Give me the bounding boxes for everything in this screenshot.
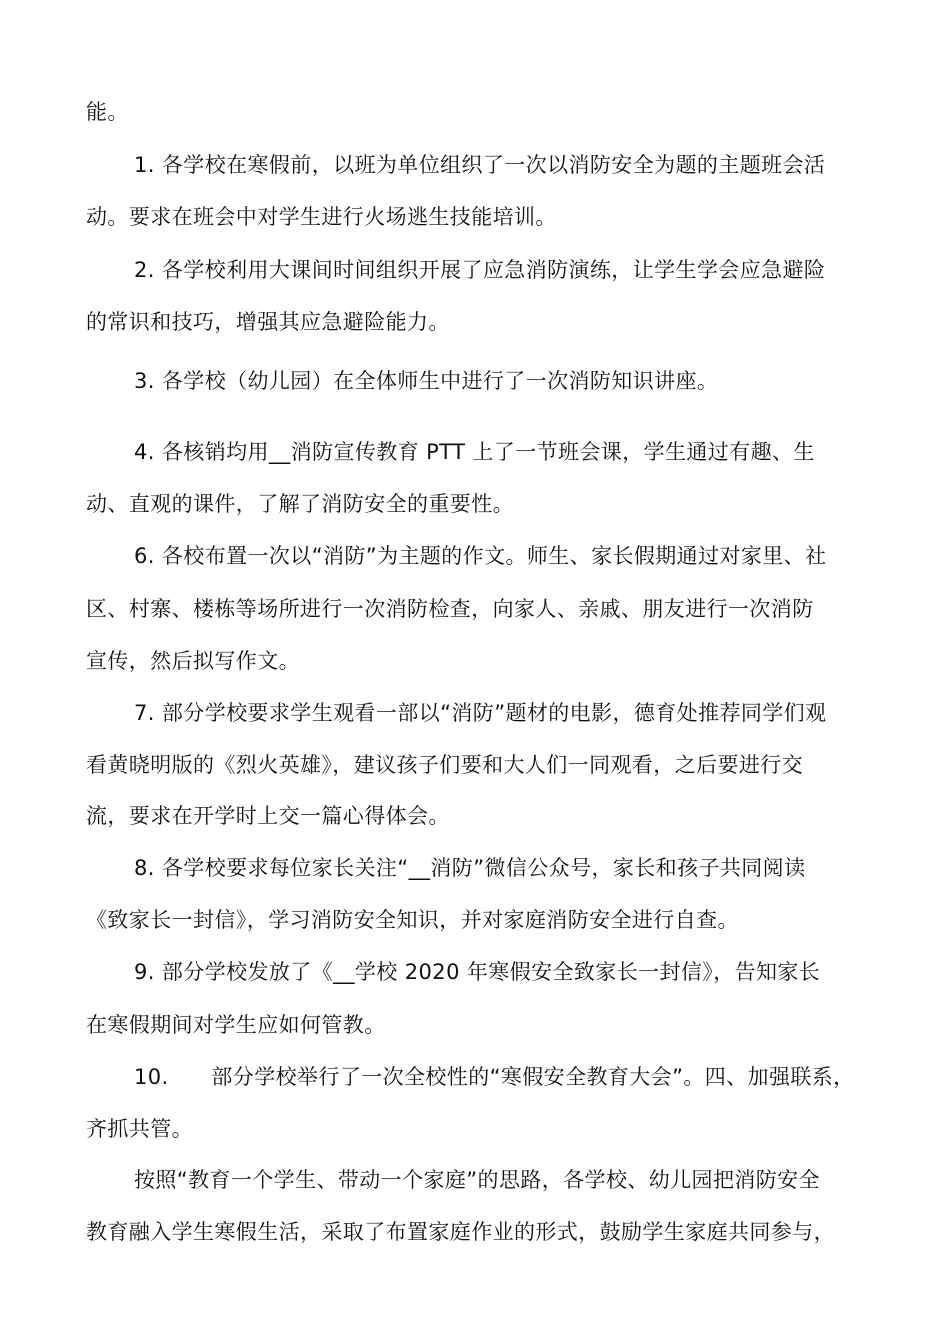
text-line: 6. 各校布置一次以“消防”为主题的作文。师生、家长假期通过对家里、社 xyxy=(134,544,827,568)
text-line: 在寒假期间对学生应如何管教。 xyxy=(86,1013,386,1037)
text-line: 能。 xyxy=(86,100,129,124)
text-line: 看黄晓明版的《烈火英雄》，建议孩子们要和大人们一同观看，之后要进行交 xyxy=(86,753,804,777)
text-line: 齐抓共管。 xyxy=(86,1117,193,1141)
text-line: 4. 各核销均用__消防宣传教育 PTT 上了一节班会课，学生通过有趣、生 xyxy=(134,440,815,464)
text-line: 1. 各学校在寒假前，以班为单位组织了一次以消防安全为题的主题班会活 xyxy=(134,153,826,177)
text-line: 的常识和技巧，增强其应急避险能力。 xyxy=(86,310,450,334)
text-line: 《致家长一封信》，学习消防安全知识，并对家庭消防安全进行自查。 xyxy=(86,908,739,932)
text-line: 8. 各学校要求每位家长关注“__消防”微信公众号，家长和孩子共同阅读 xyxy=(134,856,806,880)
text-line: 2. 各学校利用大课间时间组织开展了应急消防演练，让学生学会应急避险 xyxy=(134,258,826,282)
text-line: 流，要求在开学时上交一篇心得体会。 xyxy=(86,804,450,828)
text-line: 教育融入学生寒假生活，采取了布置家庭作业的形式，鼓励学生家庭共同参与， xyxy=(86,1220,835,1244)
text-line: 动、直观的课件，了解了消防安全的重要性。 xyxy=(86,492,514,516)
text-line: 10. 部分学校举行了一次全校性的“寒假安全教育大会”。四、加强联系， xyxy=(134,1065,855,1089)
text-line: 按照“教育一个学生、带动一个家庭”的思路，各学校、幼儿园把消防安全 xyxy=(134,1168,820,1192)
text-line: 9. 部分学校发放了《__学校 2020 年寒假安全致家长一封信》，告知家长 xyxy=(134,960,821,984)
text-line: 区、村寨、楼栋等场所进行一次消防检查，向家人、亲戚、朋友进行一次消防 xyxy=(86,597,814,621)
text-line: 7. 部分学校要求学生观看一部以“消防”题材的电影，德育处推荐同学们观 xyxy=(134,701,827,725)
text-line: 宣传，然后拟写作文。 xyxy=(86,649,300,673)
text-line: 动。要求在班会中对学生进行火场逃生技能培训。 xyxy=(86,205,557,229)
text-line: 3. 各学校（幼儿园）在全体师生中进行了一次消防知识讲座。 xyxy=(134,369,719,393)
